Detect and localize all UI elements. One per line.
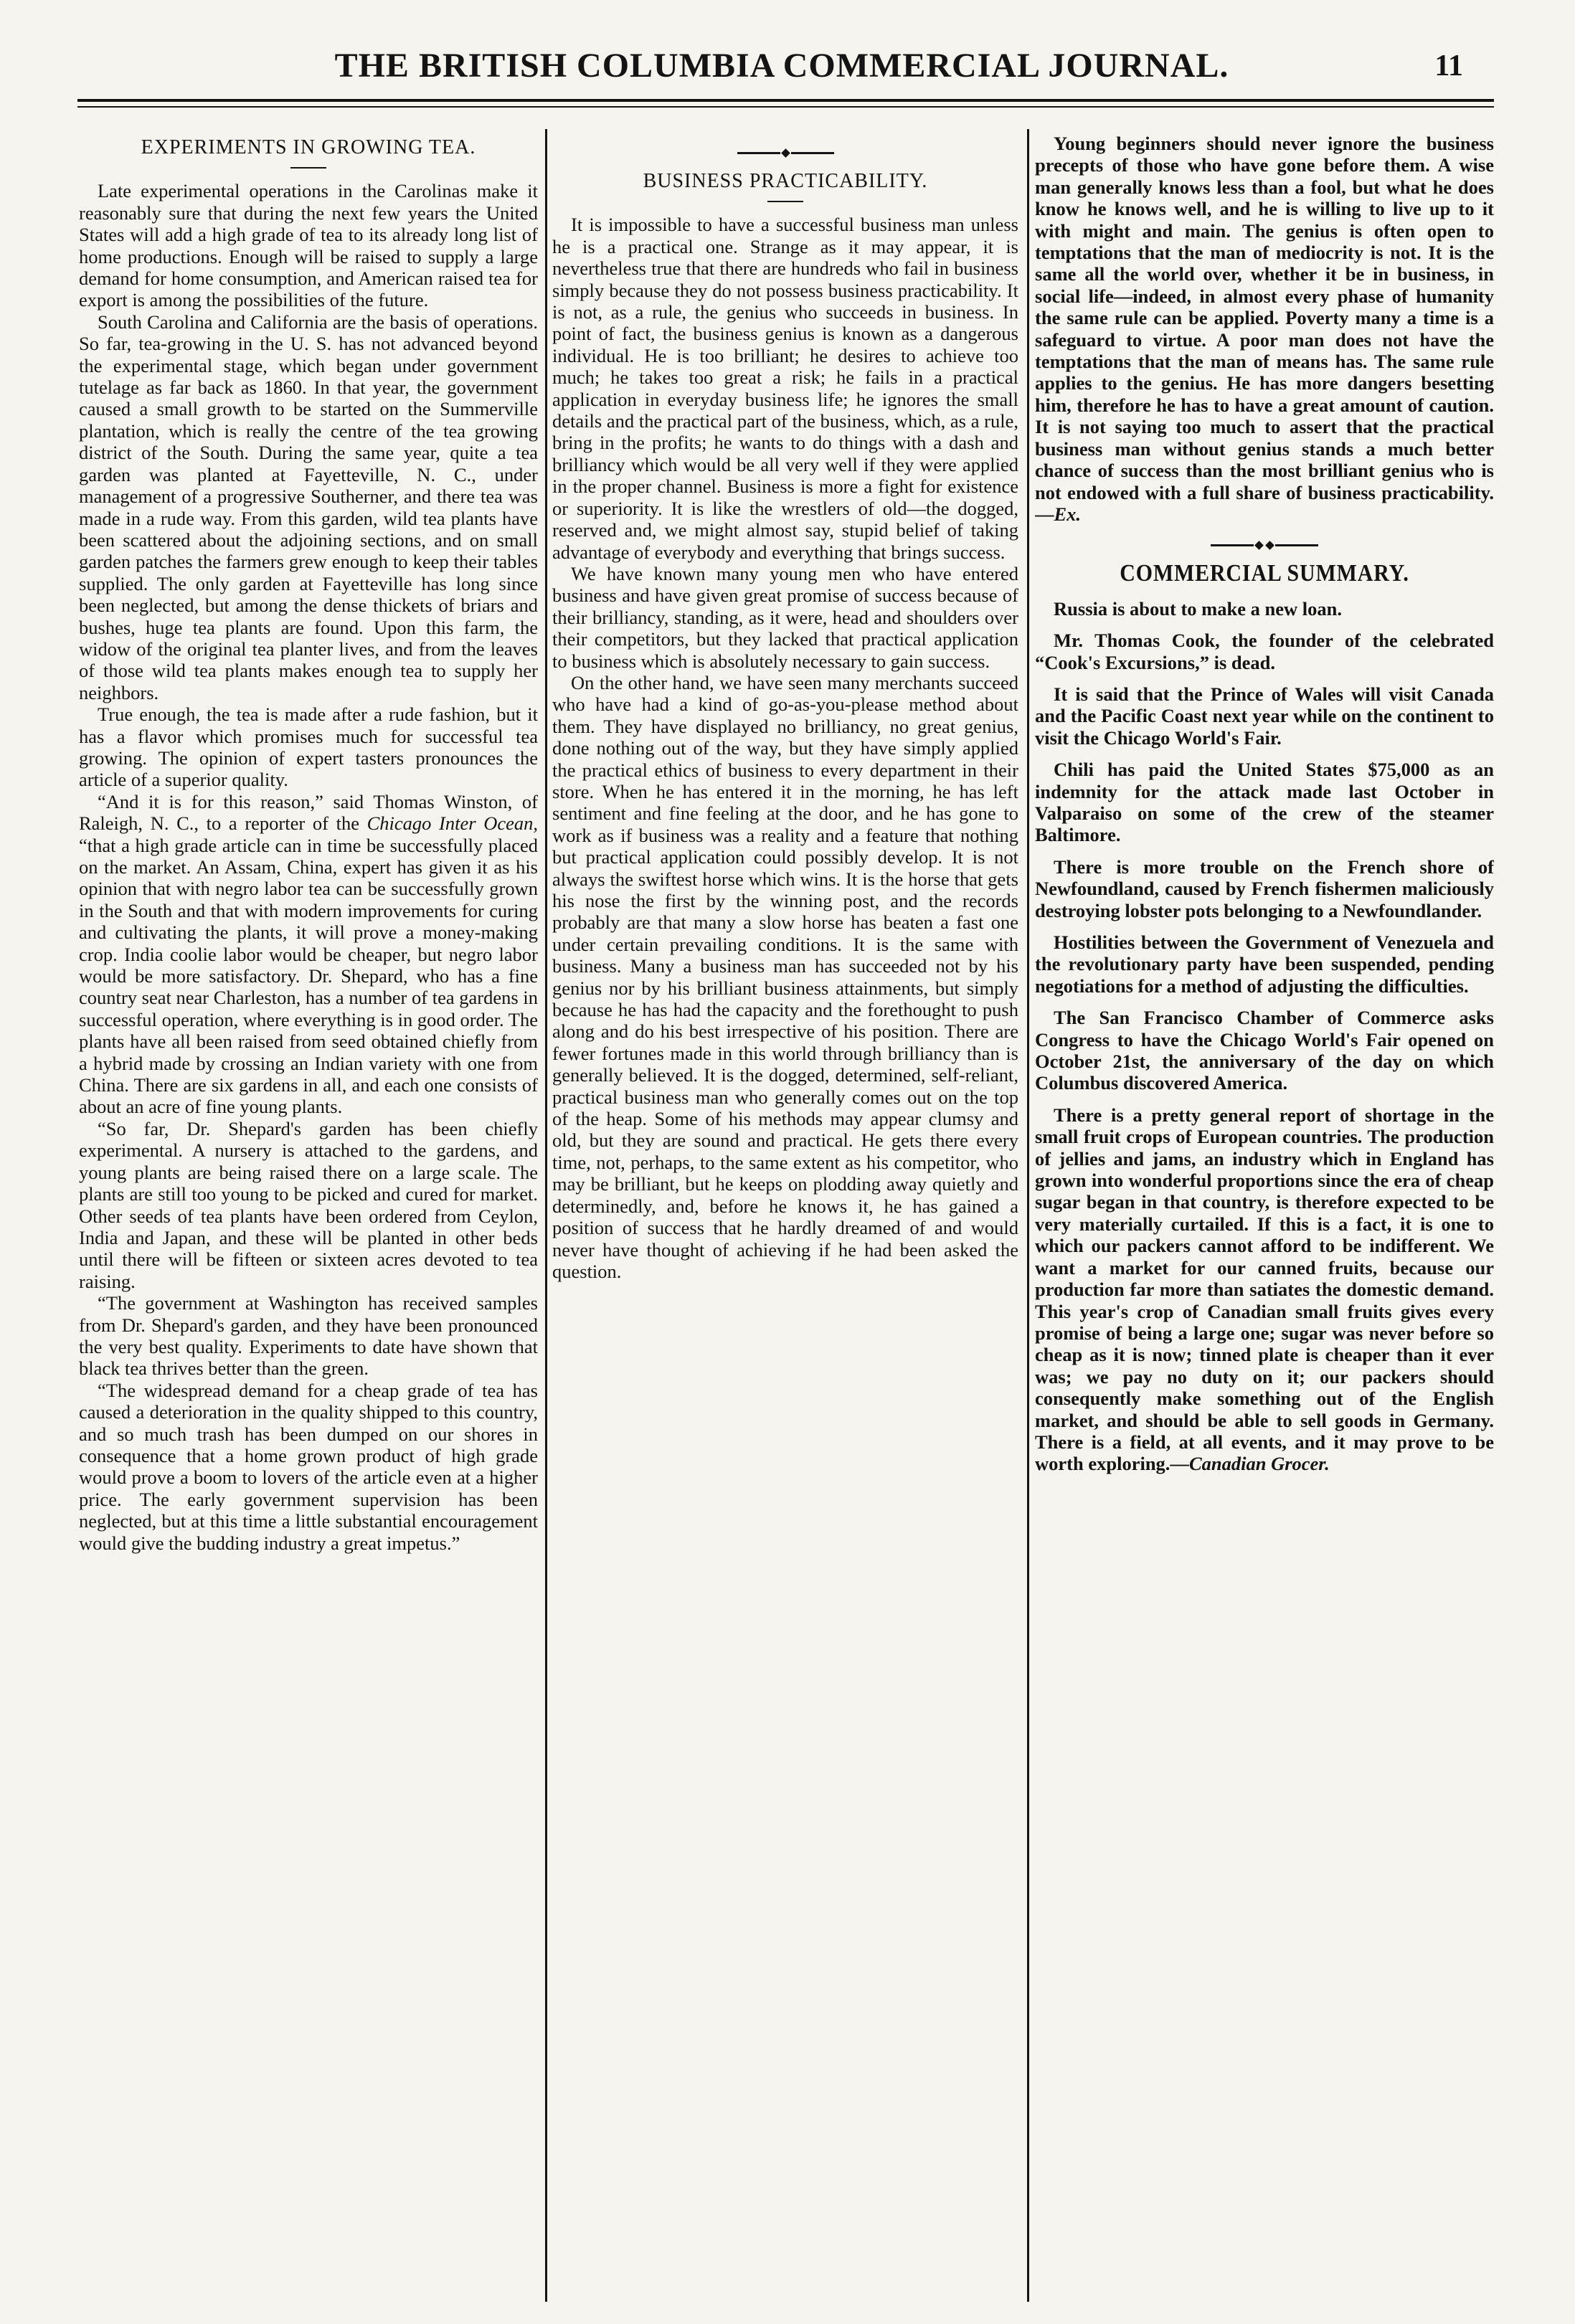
paragraph: True enough, the tea is made after a rude fashion, but it has a flavor which promises much for successful tea growing. The opinion of expert tasters pronounces the article of a superior quality. bbox=[79, 703, 538, 791]
summary-item bbox=[1035, 1104, 1494, 1475]
masthead: THE BRITISH COLUMBIA COMMERCIAL JOURNAL. bbox=[334, 47, 1229, 85]
title-dash bbox=[290, 167, 326, 169]
paragraph bbox=[1035, 133, 1494, 525]
title-dash bbox=[767, 201, 803, 202]
text-span: “And it is for this reason,” said Thomas Winston, of Raleigh, N. C., to a reporter of the bbox=[79, 790, 538, 835]
header-rule bbox=[77, 99, 1494, 102]
paragraph bbox=[79, 791, 538, 1118]
column-3 bbox=[1035, 133, 1494, 2298]
summary-list bbox=[1035, 598, 1494, 1475]
header-rule-thin bbox=[77, 106, 1494, 108]
text-span: Young beginners should never ignore the business precepts of those who have gone before them. A wise man generally knows less than a fool, but what he does know he knows well, and he is willing to live up to it with might and main. The genius is often open to temptations that the man of mediocrity is not. It is the same all the world over, whether it be in business, in social life—indeed, in almost every phase of humanity the same rule can be applied. Poverty many a time is a safeguard to virtue. A poor man does not have the temptations that the man of means has. The same rule applies to the genius. He has more dangers besetting him, therefore he has to have a great amount of caution. It is not saying too much to assert that the practical business man without genius stands a much better chance of success than the most brilliant genius who is not endowed with a full share of business practicability.— bbox=[1035, 133, 1494, 525]
summary-item: Russia is about to make a new loan. bbox=[1054, 597, 1342, 620]
article-title: COMMERCIAL SUMMARY. bbox=[1120, 560, 1409, 587]
paragraph: It is impossible to have a successful business man unless he is a practical one. Strange as it may appear, it is nevertheless true that there are hundreds who fail in business simply because they do not possess business practicability. It is not, as a rule, the genius who succeeds in business. In point of fact, the business genius is known as a dangerous individual. He is too brilliant; he desires to achieve too much; he takes too great a risk; he fails in a practical application in everyday business life; he ignores the small details and the practical part of the business, which, as a rule, bring in the profits; he wants to do things with a dash and brilliancy which would be all very well if they were applied in the proper channel. Business is more a fight for existence or superiority. It is like the wrestlers of old—the dogged, reserved and, we might almost say, stupid belief of taking advantage of everybody and everything that brings success. bbox=[552, 214, 1018, 563]
newspaper-name: Chicago Inter Ocean, bbox=[366, 812, 538, 835]
source-credit: Canadian Grocer. bbox=[1188, 1453, 1330, 1475]
summary-item: It is said that the Prince of Wales will visit Canada and the Pacific Coast next year while on the continent to visit the Chicago World's Fair. bbox=[1035, 683, 1494, 749]
page-header bbox=[72, 42, 1492, 99]
column-divider bbox=[545, 129, 547, 2302]
page-number: 11 bbox=[1434, 49, 1463, 82]
text-span: There is a pretty general report of shortage in the small fruit crops of European countries. The production of jellies and jams, an industry which in England has grown into wonderful proportions since the era of cheap sugar began in that country, is therefore expected to be very materially curtailed. If this is a fact, it is one to which our packers cannot afford to be indifferent. We want a market for our canned fruits, because our production far more than satiates the domestic demand. This year's crop of Canadian small fruits gives every promise of being a large one; sugar was never before so cheap as it is now; tinned plate is cheaper than it ever was; we pay no duty on it; our packers should consequently make something out of the English market, and should be able to sell goods in Germany. There is a field, at all events, and it may prove to be worth exploring.— bbox=[1035, 1104, 1494, 1475]
paragraph: On the other hand, we have seen many merchants succeed who have had a kind of go-as-you-please method about them. They have displayed no brilliancy, no great genius, done nothing out of the way, but they have simply applied the practical ethics of business to every department in their store. When he has entered it in the morning, he has left sentiment and fine feeling at the door, and he has gone to work as if business was a reality and a feature that nothing but practical application could possibly develop. It is not always the swiftest horse which wins. It is the horse that gets his nose the first by the winning post, and the records probably are that many a slow horse has beaten a fast one under certain prevailing conditions. It is the same with business. Many a business man has succeeded not by his genius nor by his brilliant business attainments, but simply because he has had the capacity and the forethought to push along and do his best irrespective of his position. There are fewer fortunes made in this world through brilliancy than is generally believed. It is the dogged, determined, self-reliant, practical business man who generally comes out on the top of the heap. Some of his methods may appear clumsy and old, but they are sound and practical. He gets there every time, not, perhaps, to the same extent as his competitor, who may be brilliant, but he keeps on plodding away quietly and determinedly, and, before he knows it, he has gained a position of success that he hardly dreamed of and would never have thought of achieving if he had been asked the question. bbox=[552, 671, 1018, 1282]
paragraph: “The government at Washington has received samples from Dr. Shepard's garden, and they have been pronounced the very best quality. Experiments to date have shown that black tea thrives better than the green. bbox=[79, 1292, 538, 1380]
paragraph: We have known many young men who have entered business and have given great promise of success because of their brilliancy, standing, as it were, head and shoulders over their competitors, but they lacked that practical application to business which is absolutely necessary to gain success. bbox=[552, 562, 1018, 672]
column-2 bbox=[552, 133, 1018, 2298]
article-title: BUSINESS PRACTICABILITY. bbox=[643, 170, 928, 192]
article-title: EXPERIMENTS IN GROWING TEA. bbox=[141, 136, 476, 158]
column-divider bbox=[1027, 129, 1029, 2302]
summary-item: The San Francisco Chamber of Commerce asks Congress to have the Chicago World's Fair opened on October 21st, the anniversary of the day on which Columbus discovered America. bbox=[1035, 1007, 1494, 1094]
paragraph: “So far, Dr. Shepard's garden has been chiefly experimental. A nursery is attached to the gardens, and young plants are being raised there on a large scale. The plants are still too young to be picked and cured for market. Other seeds of tea plants have been ordered from Ceylon, India and Japan, and these will be planted in other beds until there will be fifteen or sixteen acres devoted to tea raising. bbox=[79, 1117, 538, 1292]
paragraph: South Carolina and California are the basis of operations. So far, tea-growing in the U. S. has not advanced beyond the experimental stage, which began under government tutelage as far back as 1860. In that year, the government caused a small growth to be started on the Summerville plantation, which is really the centre of the tea growing district of the South. During the same year, quite a tea garden was planted at Fayetteville, N. C., under management of a progressive Southerner, and there tea was made in a rude way. From this garden, wild tea plants have been scattered about the adjoining sections, and on small garden patches the farmers grew enough to keep their tables supplied. The only garden at Fayetteville has long since been neglected, but among the dense thickets of briars and bushes, huge tea plants are found. Upon this farm, the widow of the original tea planter lives, and from the leaves of those wild tea plants makes enough tea to supply her neighbors. bbox=[79, 310, 538, 703]
column-1 bbox=[79, 133, 538, 2298]
source-credit: Ex. bbox=[1054, 503, 1082, 525]
summary-item: Chili has paid the United States $75,000 as an indemnity for the attack made last October in Valparaiso on some of the crew of the steamer Baltimore. bbox=[1035, 759, 1494, 846]
section-separator bbox=[1035, 542, 1494, 549]
paragraph: “The widespread demand for a cheap grade of tea has caused a deterioration in the quality shipped to this country, and so much trash has been dumped on our shores in consequence that a home grown product of high grade would prove a boom to lovers of the article even at a higher price. The early government supervision has been neglected, but at this time a little substantial encouragement would give the budding industry a great impetus.” bbox=[79, 1379, 538, 1554]
paragraph: Late experimental operations in the Carolinas make it reasonably sure that during the next few years the United States will add a high grade of tea to its already long list of home productions. Enough will be raised to supply a large demand for home consumption, and American raised tea for export is among the possibilities of the future. bbox=[79, 180, 538, 311]
section-separator bbox=[552, 150, 1018, 156]
text-span: “that a high grade article can in time be successfully placed on the market. An Assam, China, expert has given it as his opinion that with negro labor tea can be successfully grown in the South and that with modern improvements for curing and cultivating the plants, it will prove a money-making crop. India coolie labor would be cheaper, but negro labor would be more satisfactory. Dr. Shepard, who has a fine country seat near Charleston, has a number of tea gardens in successful operation, where everything is in good order. The plants have all been raised from seed obtained chiefly from a hybrid made by crossing an Indian variety with one from China. There are six gardens in all, and each one consists of about an acre of fine young plants. bbox=[79, 834, 538, 1118]
summary-item: There is more trouble on the French shore of Newfoundland, caused by French fishermen maliciously destroying lobster pots belonging to a Newfoundlander. bbox=[1035, 855, 1494, 921]
summary-item: Hostilities between the Government of Venezuela and the revolutionary party have been suspended, pending negotiations for a method of adjusting the difficulties. bbox=[1035, 931, 1494, 997]
summary-item: Mr. Thomas Cook, the founder of the celebrated “Cook's Excursions,” is dead. bbox=[1035, 630, 1494, 673]
